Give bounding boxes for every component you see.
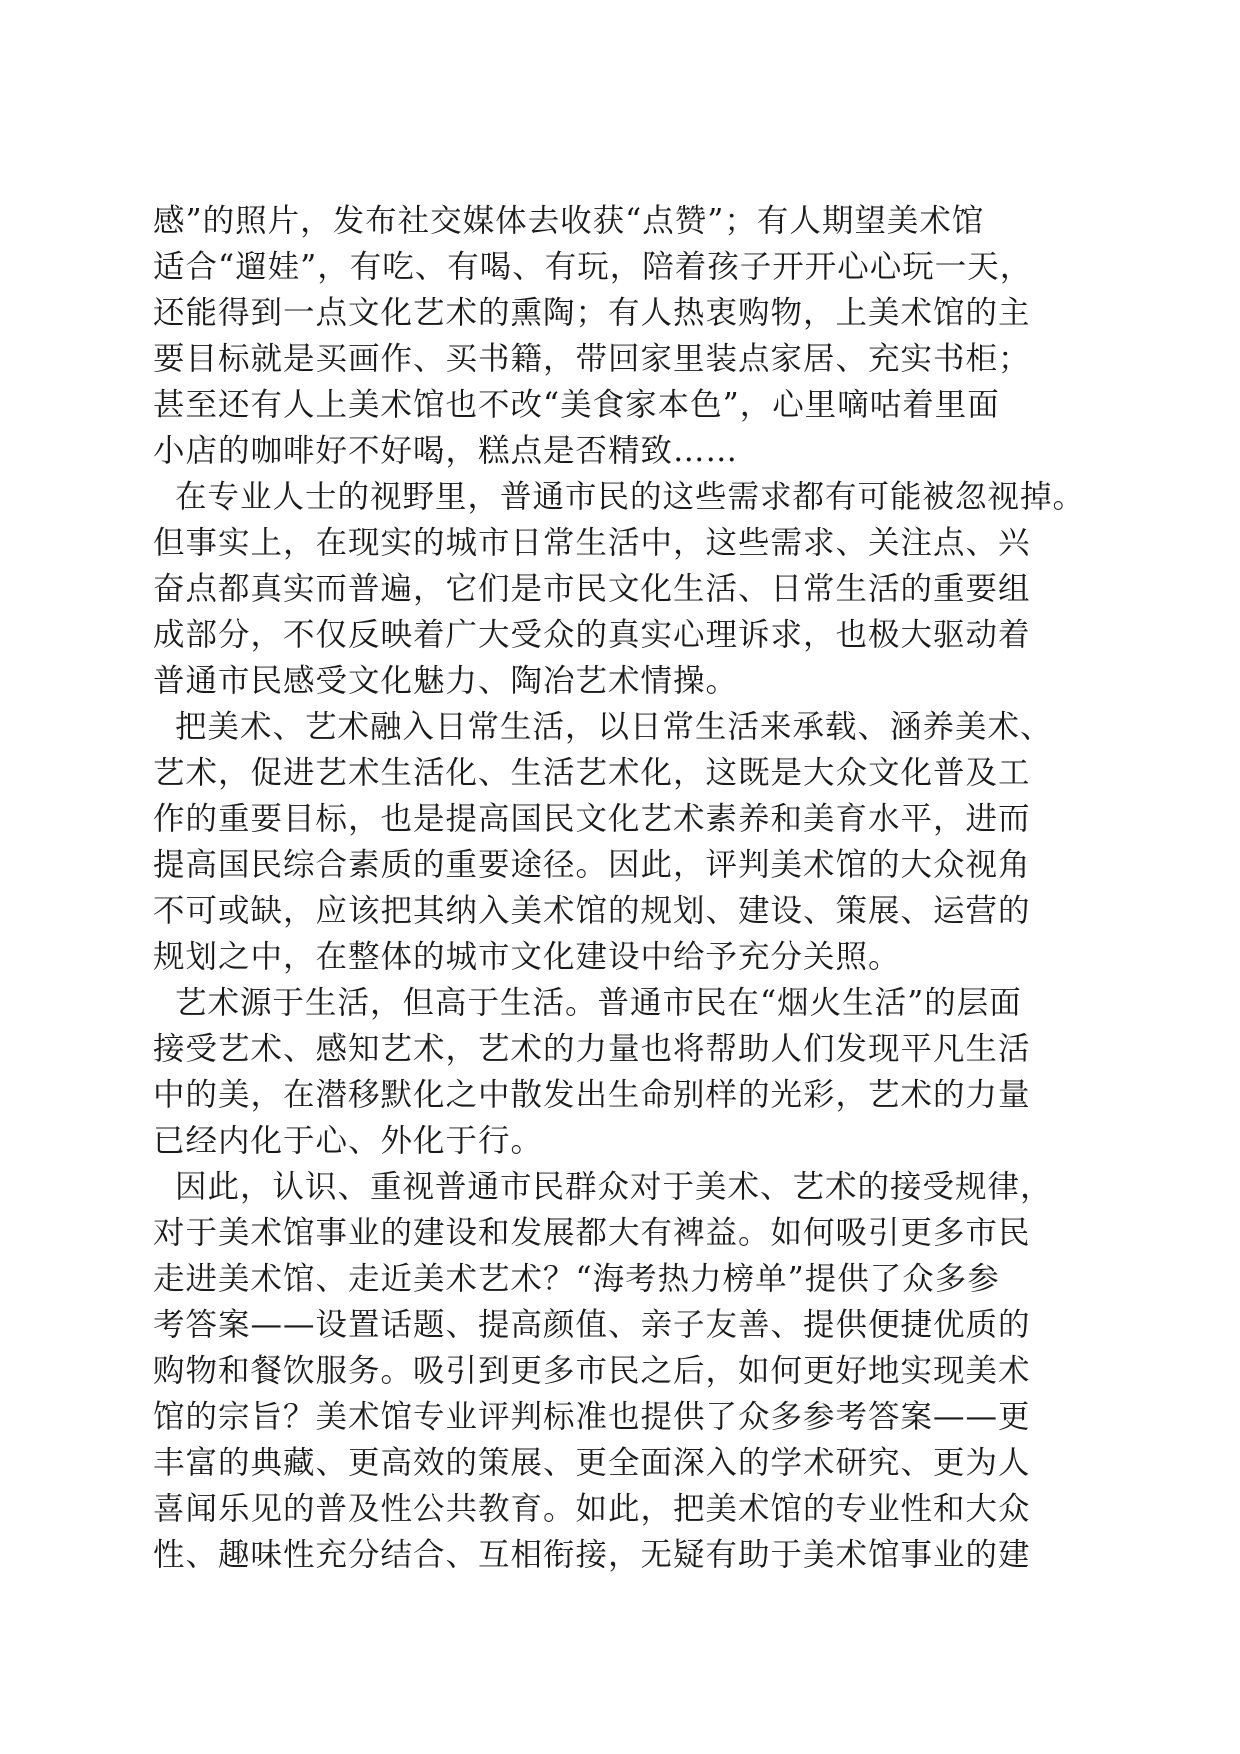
text-line: 感”的照片，发布社交媒体去收获“点赞”；有人期望美术馆 <box>153 203 985 239</box>
text-line: 喜闻乐见的普及性公共教育。如此，把美术馆的专业性和大众 <box>153 1491 1031 1527</box>
text-line: 还能得到一点文化艺术的熏陶；有人热衷购物，上美术馆的主 <box>153 295 1031 331</box>
text-line: 艺术源于生活，但高于生活。普通市民在“烟火生活”的层面 <box>153 985 1022 1021</box>
text-line: 把美术、艺术融入日常生活，以日常生活来承载、涵养美术、 <box>153 709 1053 745</box>
text-line: 规划之中，在整体的城市文化建设中给予充分关照。 <box>153 939 901 975</box>
text-line: 成部分，不仅反映着广大受众的真实心理诉求，也极大驱动着 <box>153 617 1031 653</box>
text-line: 普通市民感受文化魅力、陶冶艺术情操。 <box>153 663 739 699</box>
text-line: 购物和餐饮服务。吸引到更多市民之后，如何更好地实现美术 <box>153 1353 1031 1389</box>
article-body <box>153 198 1093 1578</box>
text-line: 在专业人士的视野里，普通市民的这些需求都有可能被忽视掉。 <box>153 479 1086 515</box>
text-line: 走进美术馆、走近美术艺术？“海考热力榜单”提供了众多参 <box>153 1261 1000 1297</box>
text-line: 艺术，促进艺术生活化、生活艺术化，这既是大众文化普及工 <box>153 755 1031 791</box>
text-line: 中的美，在潜移默化之中散发出生命别样的光彩，艺术的力量 <box>153 1077 1031 1113</box>
text-line: 已经内化于心、外化于行。 <box>153 1123 544 1159</box>
text-line: 不可或缺，应该把其纳入美术馆的规划、建设、策展、运营的 <box>153 893 1031 929</box>
text-line: 小店的咖啡好不好喝，糕点是否精致…… <box>153 433 739 469</box>
text-line: 丰富的典藏、更高效的策展、更全面深入的学术研究、更为人 <box>153 1445 1031 1481</box>
text-line: 提高国民综合素质的重要途径。因此，评判美术馆的大众视角 <box>153 847 1031 883</box>
text-line: 馆的宗旨？美术馆专业评判标准也提供了众多参考答案——更 <box>153 1399 1031 1435</box>
text-line: 甚至还有人上美术馆也不改“美食家本色”，心里嘀咕着里面 <box>153 387 1000 423</box>
text-line: 适合“遛娃”，有吃、有喝、有玩，陪着孩子开开心心玩一天， <box>153 249 1033 285</box>
text-line: 接受艺术、感知艺术，艺术的力量也将帮助人们发现平凡生活 <box>153 1031 1031 1067</box>
text-line: 因此，认识、重视普通市民群众对于美术、艺术的接受规律， <box>153 1169 1053 1205</box>
text-line: 考答案——设置话题、提高颜值、亲子友善、提供便捷优质的 <box>153 1307 1031 1343</box>
text-line: 要目标就是买画作、买书籍，带回家里装点家居、充实书柜； <box>153 341 1031 377</box>
text-line: 对于美术馆事业的建设和发展都大有裨益。如何吸引更多市民 <box>153 1215 1031 1251</box>
text-line: 但事实上，在现实的城市日常生活中，这些需求、关注点、兴 <box>153 525 1031 561</box>
text-line: 性、趣味性充分结合、互相衔接，无疑有助于美术馆事业的建 <box>153 1537 1031 1573</box>
text-line: 作的重要目标，也是提高国民文化艺术素养和美育水平，进而 <box>153 801 1031 837</box>
text-line: 奋点都真实而普遍，它们是市民文化生活、日常生活的重要组 <box>153 571 1031 607</box>
